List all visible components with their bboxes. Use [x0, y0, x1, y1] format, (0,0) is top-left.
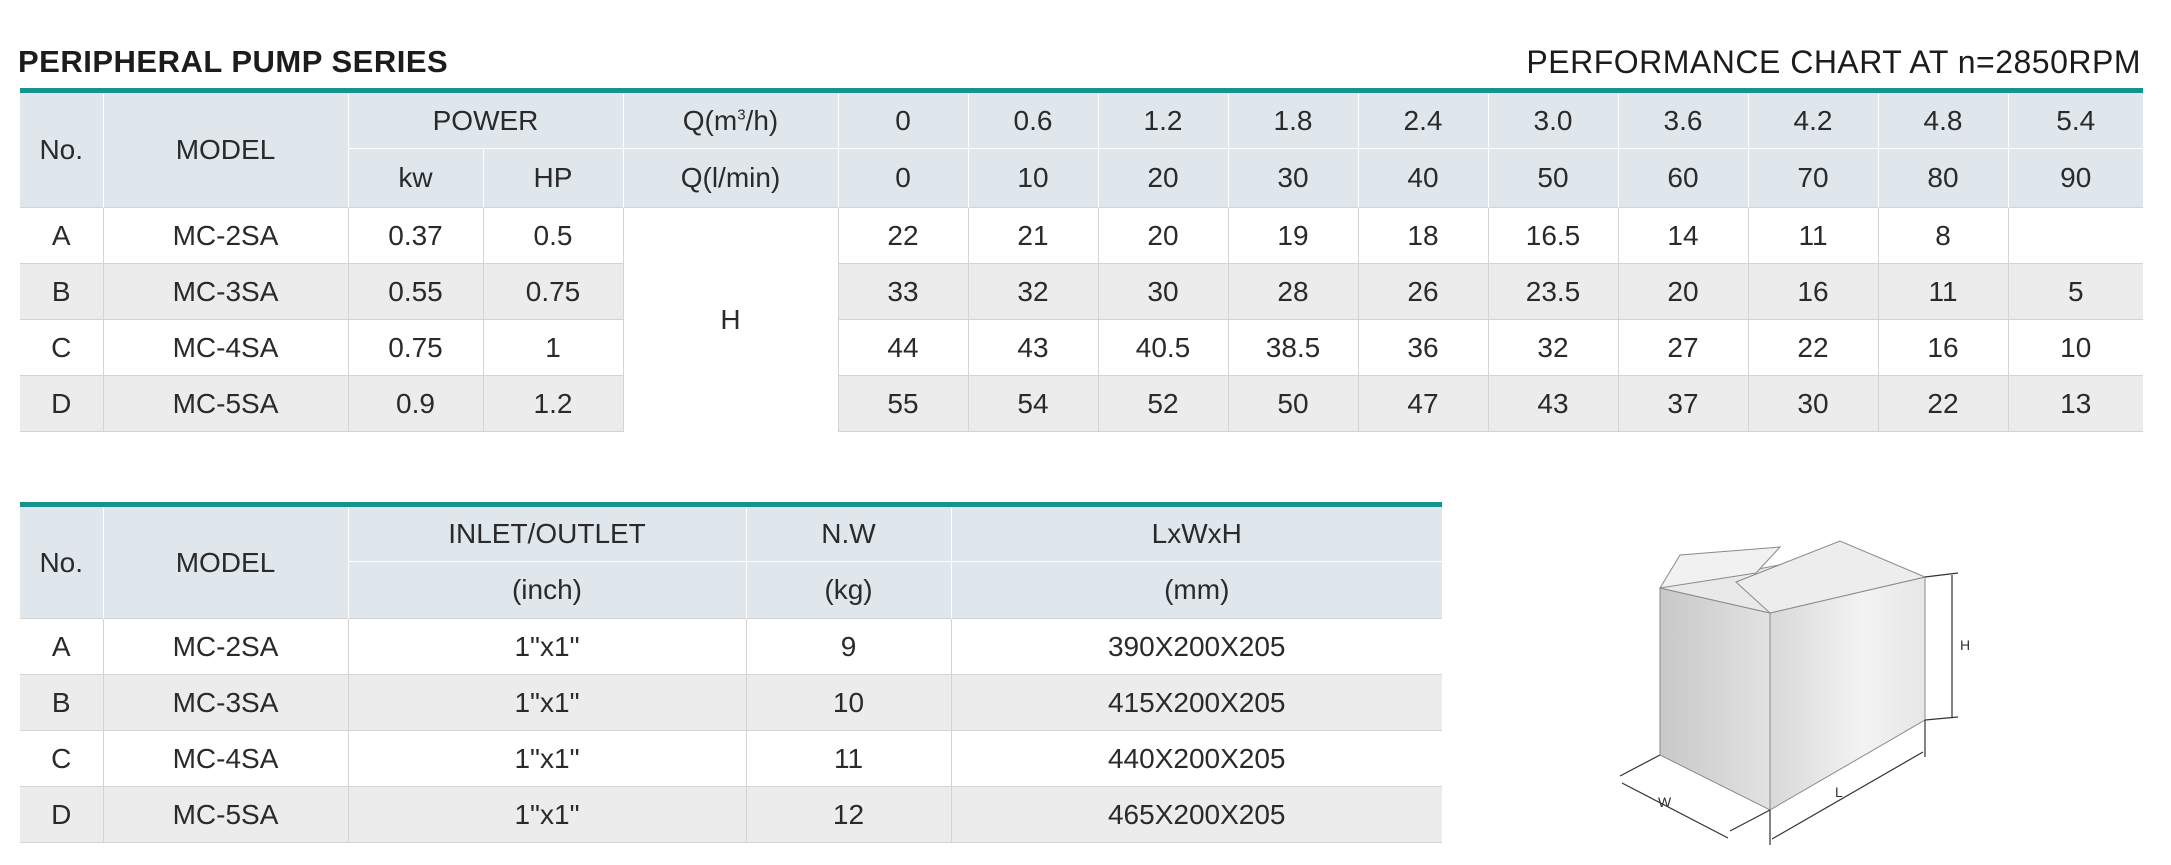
table-row [20, 731, 1442, 787]
row-no: D [20, 376, 103, 432]
box-label-w: W [1658, 794, 1672, 810]
head-value: 10 [2008, 320, 2143, 376]
head-value: 20 [1098, 208, 1228, 264]
row-no: C [20, 731, 103, 787]
row-model: MC-4SA [103, 731, 348, 787]
head-value: 18 [1358, 208, 1488, 264]
flow-m3h-label: $Q(m^3/h)$ [623, 91, 838, 149]
head-value: 22 [1878, 376, 2008, 432]
flow-lmin-value: 40 [1358, 149, 1488, 208]
row-dims: 440X200X205 [951, 731, 1442, 787]
row-kw: 0.9 [348, 376, 483, 432]
flow-m3h-value: 4.8 [1878, 91, 2008, 149]
row-no: D [20, 787, 103, 843]
carton-box-icon [1660, 541, 1925, 810]
col-dims-unit: (mm) [951, 562, 1442, 619]
head-value: 30 [1098, 264, 1228, 320]
performance-table [20, 88, 2143, 432]
flow-m3h-value: 1.2 [1098, 91, 1228, 149]
table-row [20, 264, 2143, 320]
row-kw: 0.75 [348, 320, 483, 376]
head-value: 30 [1748, 376, 1878, 432]
flow-lmin-value: 80 [1878, 149, 2008, 208]
head-value: 13 [2008, 376, 2143, 432]
row-hp: 0.75 [483, 264, 623, 320]
flow-m3h-value: 3.0 [1488, 91, 1618, 149]
table-row [20, 787, 1442, 843]
col-model-header: MODEL [103, 91, 348, 208]
flow-m3h-value: 3.6 [1618, 91, 1748, 149]
col-power-header: POWER [348, 91, 623, 149]
col-no-header: No. [20, 505, 103, 619]
box-label-l: L [1835, 784, 1843, 800]
head-label: H [623, 208, 838, 432]
col-nw-header: N.W [746, 505, 951, 562]
head-value: 38.5 [1228, 320, 1358, 376]
packing-table [20, 502, 1442, 843]
row-model: MC-2SA [103, 619, 348, 675]
row-nw: 9 [746, 619, 951, 675]
head-value: 11 [1878, 264, 2008, 320]
head-value: 16.5 [1488, 208, 1618, 264]
head-value: 16 [1878, 320, 2008, 376]
flow-m3h-value: 4.2 [1748, 91, 1878, 149]
row-model: MC-4SA [103, 320, 348, 376]
flow-lmin-value: 50 [1488, 149, 1618, 208]
col-inlet-header: INLET/OUTLET [348, 505, 746, 562]
row-no: A [20, 619, 103, 675]
head-value: 22 [1748, 320, 1878, 376]
head-value: 14 [1618, 208, 1748, 264]
row-no: C [20, 320, 103, 376]
col-inlet-unit: (inch) [348, 562, 746, 619]
flow-m3h-value: 2.4 [1358, 91, 1488, 149]
col-hp-header: HP [483, 149, 623, 208]
table-row [20, 320, 2143, 376]
head-value: 23.5 [1488, 264, 1618, 320]
head-value: 44 [838, 320, 968, 376]
head-value: 19 [1228, 208, 1358, 264]
head-value: 40.5 [1098, 320, 1228, 376]
head-value: 27 [1618, 320, 1748, 376]
head-value: 50 [1228, 376, 1358, 432]
head-value: 32 [968, 264, 1098, 320]
head-value: 28 [1228, 264, 1358, 320]
head-value: 5 [2008, 264, 2143, 320]
head-value: 54 [968, 376, 1098, 432]
row-model: MC-3SA [103, 675, 348, 731]
flow-lmin-value: 10 [968, 149, 1098, 208]
row-model: MC-3SA [103, 264, 348, 320]
row-dims: 415X200X205 [951, 675, 1442, 731]
row-inlet: 1"x1" [348, 675, 746, 731]
table-row [20, 675, 1442, 731]
row-nw: 11 [746, 731, 951, 787]
row-kw: 0.37 [348, 208, 483, 264]
flow-lmin-value: 0 [838, 149, 968, 208]
head-value: 37 [1618, 376, 1748, 432]
row-no: B [20, 675, 103, 731]
head-value: 21 [968, 208, 1098, 264]
row-nw: 12 [746, 787, 951, 843]
col-model-header: MODEL [103, 505, 348, 619]
flow-m3h-value: 5.4 [2056, 104, 2096, 136]
head-value: 26 [1358, 264, 1488, 320]
row-inlet: 1"x1" [348, 787, 746, 843]
head-value: 43 [968, 320, 1098, 376]
row-inlet: 1"x1" [348, 731, 746, 787]
row-inlet: 1"x1" [348, 619, 746, 675]
series-title: PERIPHERAL PUMP SERIES [18, 44, 449, 79]
head-value: 55 [838, 376, 968, 432]
head-value: 52 [1098, 376, 1228, 432]
head-value: 32 [1488, 320, 1618, 376]
col-nw-unit: (kg) [746, 562, 951, 619]
row-hp: 1 [483, 320, 623, 376]
carton-box-diagram [1580, 535, 2000, 855]
flow-m3h-value: 0 [838, 91, 968, 149]
head-value: 43 [1488, 376, 1618, 432]
row-dims: 390X200X205 [951, 619, 1442, 675]
row-model: MC-2SA [103, 208, 348, 264]
box-label-h: H [1960, 637, 1971, 653]
row-dims: 465X200X205 [951, 787, 1442, 843]
flow-lmin-value: 90 [2008, 149, 2143, 208]
chart-title: PERFORMANCE CHART AT n=2850RPM [1526, 44, 2141, 80]
flow-lmin-value: 30 [1228, 149, 1358, 208]
head-value: 8 [1878, 208, 2008, 264]
col-kw-header: kw [348, 149, 483, 208]
row-hp: 1.2 [483, 376, 623, 432]
head-value [2008, 208, 2143, 264]
row-no: B [20, 264, 103, 320]
col-dims-header: LxWxH [1151, 518, 1242, 549]
performance-header-row [20, 91, 2143, 149]
flow-m3h-value: 1.8 [1228, 91, 1358, 149]
head-value: 47 [1358, 376, 1488, 432]
flow-lmin-value: 20 [1098, 149, 1228, 208]
head-value: 36 [1358, 320, 1488, 376]
head-value: 11 [1748, 208, 1878, 264]
head-value: 20 [1618, 264, 1748, 320]
flow-lmin-value: 70 [1748, 149, 1878, 208]
flow-lmin-value: 60 [1618, 149, 1748, 208]
row-model: MC-5SA [103, 787, 348, 843]
table-row [20, 619, 1442, 675]
col-no-header: No. [20, 91, 103, 208]
packing-header-row [20, 505, 1442, 562]
row-nw: 10 [746, 675, 951, 731]
row-model: MC-5SA [103, 376, 348, 432]
head-value: 16 [1748, 264, 1878, 320]
flow-m3h-value: 0.6 [968, 91, 1098, 149]
row-no: A [20, 208, 103, 264]
table-row [20, 376, 2143, 432]
flow-lmin-label: Q(l/min) [623, 149, 838, 208]
row-hp: 0.5 [483, 208, 623, 264]
head-value: 22 [838, 208, 968, 264]
row-kw: 0.55 [348, 264, 483, 320]
table-row [20, 208, 2143, 264]
head-value: 33 [838, 264, 968, 320]
